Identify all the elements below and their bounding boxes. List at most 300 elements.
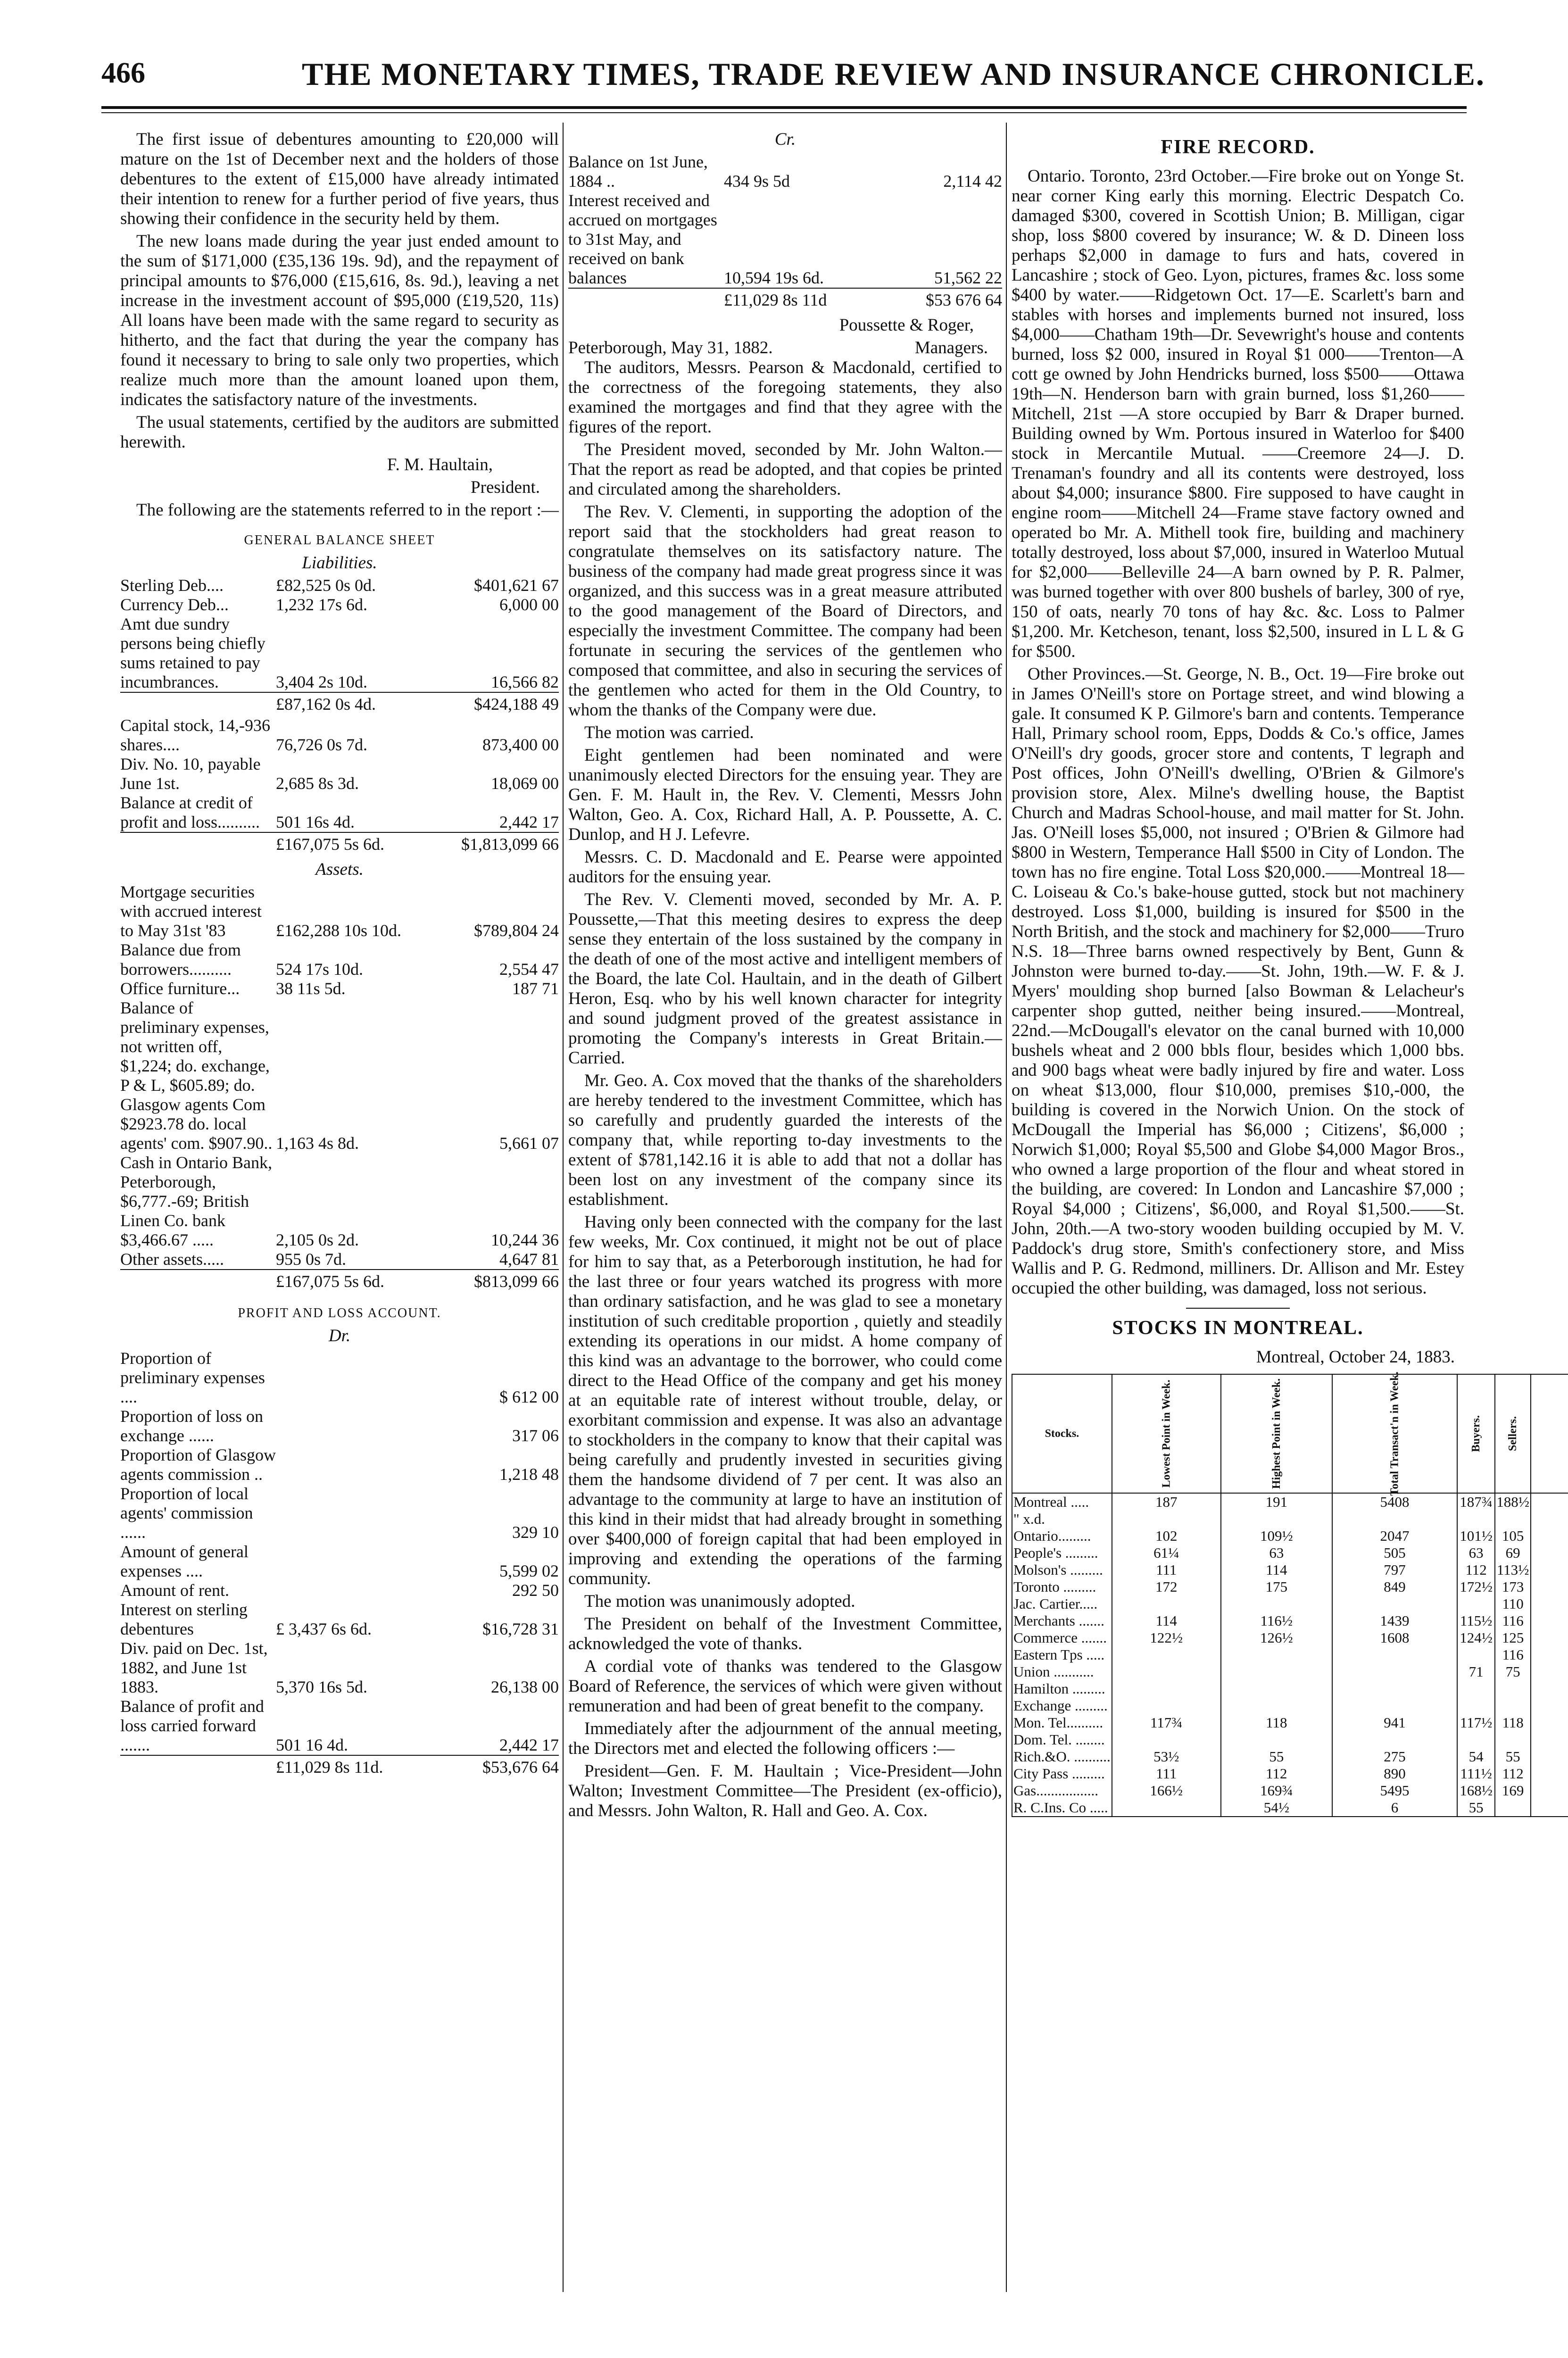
- ledger-row: [120, 979, 559, 998]
- ledger-dollars: 187 71: [512, 979, 559, 998]
- stocks-row: [1012, 1697, 1568, 1714]
- stock-value: [1531, 1748, 1568, 1765]
- stocks-column-header: [1457, 1374, 1495, 1493]
- stocks-row: [1012, 1595, 1568, 1612]
- ledger-label: [120, 832, 276, 856]
- stock-value: 1608: [1332, 1629, 1457, 1646]
- stock-value: [1531, 1765, 1568, 1782]
- stock-value: [1531, 1680, 1568, 1697]
- stock-value: 168½: [1457, 1782, 1495, 1799]
- ledger-label: Amt due sundry persons being chiefly sums retained to pay incumbrances.: [120, 614, 265, 691]
- stock-value: [1457, 1731, 1495, 1748]
- stock-value: 55: [1457, 1799, 1495, 1817]
- stock-value: [1531, 1511, 1568, 1528]
- stock-value: [1531, 1663, 1568, 1680]
- stock-value: [1112, 1663, 1221, 1680]
- ledger-row: [120, 692, 559, 716]
- ledger-dollars: 26,138 00: [491, 1677, 559, 1696]
- paragraph: Immediately after the adjournment of the annual meeting, the Directors met and elected the following officers :—: [568, 1719, 1002, 1758]
- page-header: [0, 0, 1568, 108]
- stock-value: 111½: [1457, 1765, 1495, 1782]
- stock-value: 116½: [1221, 1612, 1332, 1629]
- stock-value: [1221, 1511, 1332, 1528]
- stock-name: Ontario.........: [1012, 1528, 1112, 1544]
- stocks-row: [1012, 1629, 1568, 1646]
- credit-table: [568, 152, 1002, 312]
- ledger-sterling: £82,525 0s 0d.: [276, 576, 376, 595]
- ledger-sterling: 2,685 8s 3d.: [276, 774, 359, 793]
- fire-paragraph-other: Other Provinces.—St. George, N. B., Oct. 19—Fire broke out in James O'Neill's store on Portage street, and wind blowing a gale. It consumed K P. Gilmore's barn and contents. Temperance Hall, Primary school room, Epps, Dodds & Co.'s office, James O'Neill's dry goods, grocer store and contents, T legraph and Post offices, John O'Neill's dwelling, O'Brien & Gilmore's provision store, Alex. Milne's dwelling house, the Baptist Church and Madras School-house, and mail matter for St. John. Jas. O'Neill loses $5,000, not insured ; O'Brien & Gilmore had $800 in Western, Temperance Hall $500 in City of London. The town has no fire engine. Total Loss $20,000.——Montreal 18—C. Loiseau & Co.'s bake-house gutted, stock but not machinery destroyed. Loss $1,000, building is insured for $500 in the North British, and the stock and machinery for $2,000——Truro N.S. 18—Three barns owned respectively by Bent, Gunn & Johnston were burned to-day.——St. John, 19th.—W. F. & J. Myers' moulding shop burned [also Bowman & Lelacheur's carpenter shop gutted, neither being insured.——Montreal, 22nd.—McDougall's elevator on the canal burned with 10,000 bushels wheat and 2 000 bbls flour, besides which 1,000 bbs. and 900 bags wheat were badly injured by fire and water. Loss on wheat $13,000, flour $10,000, premises $10,-000, the building is covered in the Norwich Union. On the stock of McDougall the Imperial has $6,000 ; Citizens', $6,000 ; Norwich $1,000; Royal $5,500 and Globe $4,000 Magor Bros., who owned a large proportion of the flour and wheat stored in the building, are covered: In London and Lancashire $7,000 ; Royal $4,000 ; Citizens', $6,000, and Royal $1,500.——St. John, 20th.—A two-story wooden building occupied by M. V. Paddock's drug store, Smith's confectionery store, and Miss Wallis and P. G. Redmond, milliners. Dr. Allison and Mr. Estey occupied the other building, was damaged, loss not serious.: [1012, 664, 1464, 1298]
- paragraph: The President moved, seconded by Mr. John Walton.—That the report as read be adopted, and that copies be printed and circulated among the shareholders.: [568, 440, 1002, 499]
- ledger-sterling: 38 11s 5d.: [276, 979, 346, 998]
- stocks-row: [1012, 1561, 1568, 1578]
- ledger-label: Balance on 1st June, 1884 ..: [568, 152, 708, 191]
- stock-value: [1221, 1697, 1332, 1714]
- stock-name: " x.d.: [1012, 1511, 1112, 1528]
- stock-value: 55: [1221, 1748, 1332, 1765]
- stock-value: 115½: [1457, 1612, 1495, 1629]
- ledger-dollars: 292 50: [512, 1581, 559, 1600]
- ledger-label: Office furniture...: [120, 979, 240, 998]
- stock-value: 117¾: [1112, 1714, 1221, 1731]
- stock-value: 69: [1495, 1544, 1531, 1561]
- stock-value: [1457, 1646, 1495, 1663]
- stock-name: Jac. Cartier.....: [1012, 1595, 1112, 1612]
- stock-value: 54: [1457, 1748, 1495, 1765]
- stock-value: 61¼: [1112, 1544, 1221, 1561]
- ledger-label: Proportion of local agents' commission ......: [120, 1484, 253, 1542]
- stock-value: [1457, 1697, 1495, 1714]
- stocks-row: [1012, 1646, 1568, 1663]
- stock-value: 5408: [1332, 1493, 1457, 1511]
- ledger-row: [120, 576, 559, 595]
- stock-value: 54½: [1221, 1799, 1332, 1817]
- ledger-sterling: £167,075 5s 6d.: [276, 1270, 417, 1293]
- ledger-sterling: £162,288 10s 10d.: [276, 921, 402, 940]
- paragraph: The first issue of debentures amounting to £20,000 will mature on the 1st of December next and the holders of those debentures to the extent of £15,000 have already intimated their intention to renew for a further period of five years, thus showing their confidence in the security held by them.: [120, 130, 559, 228]
- stocks-column-header: [1531, 1374, 1568, 1493]
- stocks-header-label: Buyers.: [1470, 1415, 1483, 1452]
- stock-value: 505: [1332, 1544, 1457, 1561]
- paragraph: The new loans made during the year just ended amount to the sum of $171,000 (£35,136 19s. 9d), and the repayment of principal amounts to $76,000 (£15,616, 8s. 9d.), leaving a net increase in the investment account of $95,000 (£19,520, 11s) All loans have been made with the same regard to security as hitherto, and the fact that during the year the company has found it necessary to bring to sale only two properties, which realize much more than the amount loaned upon them, indicates the satisfactory nature of the investments.: [120, 232, 559, 409]
- ledger-label: Div. No. 10, payable June 1st.: [120, 755, 261, 793]
- stocks-row: [1012, 1612, 1568, 1629]
- section-divider: [1186, 1308, 1290, 1309]
- ledger-sterling: 2,105 0s 2d.: [276, 1230, 359, 1249]
- ledger-dollars: $424,188 49: [417, 692, 559, 716]
- stock-name: Mon. Tel..........: [1012, 1714, 1112, 1731]
- stock-value: 890: [1332, 1765, 1457, 1782]
- ledger-sterling: £11,029 8s 11d: [724, 288, 865, 312]
- journal-title: THE MONETARY TIMES, TRADE REVIEW AND INSURANCE CHRONICLE.: [302, 56, 1485, 92]
- paragraph: The Rev. V. Clementi, in supporting the adoption of the report said that the stockholders had great reason to congratulate themselves on its satisfactory nature. The business of the company had made great progress since it was organized, and this success was in a great measure attributed to the good management of the Board of Directors, and especially the investment Committee. The company had been fortunate in securing the services of the gentlemen who composed that committee, and also in securing the services of the gentlemen who acted for them in the Old Country, to whom the thanks of the Company were due.: [568, 502, 1002, 720]
- stock-value: [1332, 1595, 1457, 1612]
- ledger-row: [120, 716, 559, 755]
- ledger-label: Balance due from borrowers..........: [120, 940, 241, 979]
- ledger-row: [120, 1639, 559, 1697]
- header-rule-thick: [101, 106, 1467, 109]
- ledger-label: Interest on sterling debentures: [120, 1600, 248, 1638]
- ledger-sterling: 5,370 16s 5d.: [276, 1677, 368, 1696]
- stock-value: 55: [1495, 1748, 1531, 1765]
- stock-value: [1495, 1511, 1531, 1528]
- stock-value: 187: [1112, 1493, 1221, 1511]
- stock-name: Dom. Tel. ........: [1012, 1731, 1112, 1748]
- stock-value: 173: [1495, 1578, 1531, 1595]
- stock-value: 102: [1112, 1528, 1221, 1544]
- ledger-label: [568, 288, 724, 312]
- ledger-dollars: 5,599 02: [499, 1561, 559, 1580]
- fire-record-title: FIRE RECORD.: [1161, 136, 1315, 158]
- stock-value: 125: [1495, 1629, 1531, 1646]
- stock-value: [1332, 1646, 1457, 1663]
- stock-value: 71: [1457, 1663, 1495, 1680]
- place-date: Peterborough, May 31, 1882.: [568, 338, 773, 357]
- stocks-row: [1012, 1748, 1568, 1765]
- ledger-sterling: 10,594 19s 6d.: [724, 268, 824, 287]
- ledger-row: [120, 1697, 559, 1755]
- ledger-dollars: 51,562 22: [934, 268, 1002, 287]
- paragraph: The Rev. V. Clementi moved, seconded by Mr. A. P. Poussette,—That this meeting desires to express the deep sense they entertain of the loss sustained by the company in the death of one of the most active and intelligent members of the Board, the late Col. Haultain, and in the death of Gilbert Heron, Esq. who by his well known character for integrity and sound judgment proved of the greatest assistance in promoting the Company's interests in Great Britain.—Carried.: [568, 890, 1002, 1068]
- stock-name: Toronto .........: [1012, 1578, 1112, 1595]
- paragraph: The auditors, Messrs. Pearson & Macdonald, certified to the correctness of the foregoing statements, they also examined the mortgages and find that they agree with the figures of the report.: [568, 358, 1002, 437]
- stock-value: 941: [1332, 1714, 1457, 1731]
- ledger-label: Amount of general expenses ....: [120, 1542, 249, 1580]
- ledger-sterling: [276, 1349, 417, 1407]
- stocks-row: [1012, 1544, 1568, 1561]
- debit-table: [120, 1349, 559, 1779]
- stocks-row: [1012, 1680, 1568, 1697]
- ledger-dollars: $ 612 00: [499, 1387, 559, 1406]
- stocks-row: [1012, 1578, 1568, 1595]
- stocks-row: [1012, 1493, 1568, 1511]
- stock-value: [1531, 1697, 1568, 1714]
- fire-paragraph-ontario: Ontario. Toronto, 23rd October.—Fire broke out on Yonge St. near corner King early this morning. Electric Despatch Co. damaged $300, covered in Scottish Union; B. Milligan, cigar shop, loss $800 covered by insurance; W. & D. Dineen loss perhaps $2,000 in damage to furs and hats, covered in Lancashire ; stock of Geo. Lyon, pictures, frames &c. loss some $400 by water.——Ridgetown Oct. 17—E. Scarlett's barn and stables with horses and implements burned not insured, loss $4,000——Chatham 19th—Dr. Sevewright's house and contents burned, loss $2 000, insured in Royal $1 000——Trenton—A cott ge owned by John Hendricks burned, loss $500——Ottawa 19th—N. Henderson barn with grain burned, loss $1,260——Mitchell, 21st —A store occupied by Barr & Draper burned. Building owned by Wm. Portous insured in Waterloo for $400 stock in Mercantile Mutual. ——Creemore 24—J. D. Trenaman's foundry and all its contents were destroyed, loss about $4,000; insurance $800. Fire supposed to have caught in engine room——Mitchell 24—Frame stave factory owned and operated bo Mr. A. Mithell took fire, building and machinery totally destroyed, loss about $7,000, insured in Waterloo Mutual for $2,000——Belleville 24—A barn owned by P. R. Palmer, was burned together with over 800 bushels of barley, 300 of rye, 150 of oats, nearly 70 tons of hay &c. &c. Loss to Palmer $1,200. Mr. Ketcheson, tenant, loss $2,500, insured in L L & G for $500.: [1012, 166, 1464, 661]
- ledger-row: [120, 998, 559, 1153]
- stock-value: 6: [1332, 1799, 1457, 1817]
- paragraph: President—Gen. F. M. Haultain ; Vice-President—John Walton; Investment Committee—The President (ex-officio), and Messrs. John Walton, R. Hall and Geo. A. Cox.: [568, 1761, 1002, 1820]
- col2-text: [568, 358, 1002, 1821]
- dateline-row: [568, 338, 1002, 358]
- ledger-row: [120, 882, 559, 940]
- stock-value: 191: [1221, 1493, 1332, 1511]
- stock-value: 113½: [1495, 1561, 1531, 1578]
- stock-value: [1531, 1528, 1568, 1544]
- stocks-header-label: Sellers.: [1507, 1416, 1519, 1451]
- ledger-label: Cash in Ontario Bank, Peterborough, $6,777.-69; British Linen Co. bank $3,466.67 .....: [120, 1153, 272, 1249]
- ledger-row: [120, 1407, 559, 1445]
- ledger-label: Interest received and accrued on mortgages to 31st May, and received on bank balances: [568, 191, 717, 287]
- stock-value: [1221, 1595, 1332, 1612]
- paragraph: The following are the statements referred to in the report :—: [136, 500, 559, 520]
- stock-name: Merchants .......: [1012, 1612, 1112, 1629]
- stocks-header-label: Stocks.: [1045, 1428, 1079, 1440]
- ledger-row: [120, 1250, 559, 1270]
- stock-value: [1495, 1697, 1531, 1714]
- stock-value: [1495, 1799, 1531, 1817]
- stock-value: 187¾: [1457, 1493, 1495, 1511]
- stock-value: [1332, 1697, 1457, 1714]
- ledger-label: Proportion of Glasgow agents commission ..: [120, 1445, 276, 1484]
- ledger-row: [120, 1600, 559, 1639]
- ledger-dollars: 4,647 81: [499, 1250, 559, 1269]
- ledger-label: Div. paid on Dec. 1st, 1882, and June 1st 1883.: [120, 1639, 268, 1696]
- stock-value: 166½: [1112, 1782, 1221, 1799]
- ledger-dollars: 2,442 17: [499, 813, 559, 831]
- paragraph: Having only been connected with the company for the last few weeks, Mr. Cox continued, it might not be out of place for him to say that, as a Peterborough institution, he had for the last three or four years watched its progress with more than ordinary satisfaction, and he was glad to see a monetary institution of such creditable proportion , quietly and steadily extending its operations in our midst. A home company of this kind was an advantage to the borrower, who could come direct to the Head Office of the company and get his money at an equitable rate of interest without trouble, delay, or exorbitant commission and expense. It was also an advantage to stockholders in the company to know that their capital was being carefully and prudently invested in securities giving them the handsome dividend of 7 per cent. It was also an advantage to the community at large to have an institution of this kind in their midst that had already brought in something over $400,000 of foreign capital that had been employed in improving and extending the operations of the farming community.: [568, 1212, 1002, 1588]
- stock-value: [1531, 1646, 1568, 1663]
- ledger-sterling: [276, 1581, 417, 1600]
- stocks-header-label: Lowest Point in Week.: [1160, 1379, 1173, 1488]
- stock-value: [1221, 1731, 1332, 1748]
- ledger-sterling: 76,726 0s 7d.: [276, 735, 368, 754]
- liabilities-heading: Liabilities.: [302, 553, 377, 573]
- signer-name: F. M. Haultain,: [387, 455, 493, 474]
- stocks-row: [1012, 1765, 1568, 1782]
- stock-value: [1531, 1799, 1568, 1817]
- ledger-row: [568, 152, 1002, 191]
- ledger-sterling: [276, 1542, 417, 1581]
- paragraph: Mr. Geo. A. Cox moved that the thanks of the shareholders are hereby tendered to the investment Committee, which has so carefully and prudently guarded the interests of the company that, while reporting to-day investments to the extent of $781,142.16 it is able to add that not a dollar has been lost on any investment of the company since its establishment.: [568, 1071, 1002, 1209]
- page-number: 466: [101, 57, 145, 89]
- paragraph: The usual statements, certified by the auditors are submitted herewith.: [120, 413, 559, 452]
- ledger-sterling: £11,029 8s 11d.: [276, 1755, 417, 1779]
- stock-name: Commerce .......: [1012, 1629, 1112, 1646]
- stock-value: 126½: [1221, 1629, 1332, 1646]
- ledger-dollars: 2,442 17: [499, 1735, 559, 1754]
- stock-value: 175: [1221, 1578, 1332, 1595]
- paragraph: Eight gentlemen had been nominated and were unanimously elected Directors for the ensuing year. They are Gen. F. M. Hault in, the Rev. V. Clementi, Messrs John Walton, Geo. A. Cox, Richard Hall, A. P. Poussette, A. C. Dunlop, and H J. Lefevre.: [568, 746, 1002, 844]
- stock-name: Rich.&O. ..........: [1012, 1748, 1112, 1765]
- ledger-row: [120, 940, 559, 979]
- stock-value: 112: [1457, 1561, 1495, 1578]
- stock-value: [1531, 1782, 1568, 1799]
- ledger-row: [120, 1153, 559, 1250]
- column-divider-1: [563, 123, 564, 2292]
- stock-value: [1112, 1511, 1221, 1528]
- profit-loss-title: PROFIT AND LOSS ACCOUNT.: [238, 1306, 441, 1320]
- stock-value: 75: [1495, 1663, 1531, 1680]
- ledger-row: [120, 595, 559, 614]
- ledger-dollars: 5,661 07: [499, 1134, 559, 1153]
- ledger-dollars: $16,728 31: [482, 1619, 559, 1638]
- ledger-label: Proportion of loss on exchange ......: [120, 1407, 264, 1445]
- ledger-label: Capital stock, 14,-936 shares....: [120, 716, 270, 754]
- stocks-column-header: [1332, 1371, 1457, 1496]
- paragraph: Messrs. C. D. Macdonald and E. Pearse were appointed auditors for the ensuing year.: [568, 847, 1002, 887]
- stocks-column-header: [1112, 1374, 1221, 1493]
- stocks-row: [1012, 1731, 1568, 1748]
- ledger-label: Amount of rent.: [120, 1581, 229, 1600]
- ledger-sterling: 1,232 17s 6d.: [276, 595, 368, 614]
- paragraph: The President on behalf of the Investment Committee, acknowledged the vote of thanks.: [568, 1614, 1002, 1653]
- ledger-row: [120, 614, 559, 692]
- firm-name: Poussette & Roger,: [839, 316, 974, 335]
- stock-value: [1495, 1680, 1531, 1697]
- stock-name: People's .........: [1012, 1544, 1112, 1561]
- stocks-column-header: [1221, 1374, 1332, 1493]
- ledger-sterling: £ 3,437 6s 6d.: [276, 1619, 372, 1638]
- stock-value: 114: [1221, 1561, 1332, 1578]
- stock-value: 63: [1457, 1544, 1495, 1561]
- stock-value: 118: [1495, 1714, 1531, 1731]
- stock-value: 797: [1332, 1561, 1457, 1578]
- stock-value: [1112, 1680, 1221, 1697]
- column-2: [568, 130, 1002, 1824]
- ledger-dollars: 329 10: [512, 1523, 559, 1542]
- ledger-label: Proportion of preliminary expenses ....: [120, 1349, 265, 1406]
- paragraph: The motion was carried.: [584, 723, 754, 742]
- stock-value: [1332, 1663, 1457, 1680]
- ledger-dollars: 6,000 00: [499, 595, 559, 614]
- stock-value: 112: [1221, 1765, 1332, 1782]
- stock-value: 172½: [1457, 1578, 1495, 1595]
- managers-title: Managers.: [914, 338, 988, 357]
- stock-value: [1112, 1799, 1221, 1817]
- ledger-dollars: 1,218 48: [499, 1465, 559, 1484]
- stock-value: [1531, 1595, 1568, 1612]
- stock-value: [1332, 1731, 1457, 1748]
- ledger-sterling: [276, 1445, 417, 1484]
- ledger-sterling: 955 0s 7d.: [276, 1250, 347, 1269]
- ledger-dollars: $53,676 64: [417, 1755, 559, 1779]
- stock-value: 117½: [1457, 1714, 1495, 1731]
- stock-value: 275: [1332, 1748, 1457, 1765]
- stock-value: [1457, 1680, 1495, 1697]
- stock-value: [1332, 1511, 1457, 1528]
- stock-value: 111: [1112, 1561, 1221, 1578]
- ledger-dollars: 317 06: [512, 1426, 559, 1445]
- stock-value: 53½: [1112, 1748, 1221, 1765]
- stock-value: 172: [1112, 1578, 1221, 1595]
- ledger-dollars: 2,554 47: [499, 960, 559, 979]
- stock-value: 116: [1495, 1612, 1531, 1629]
- stock-value: [1495, 1731, 1531, 1748]
- ledger-sterling: [276, 1407, 417, 1445]
- ledger-row: [120, 755, 559, 793]
- column-1: [120, 130, 559, 1779]
- ledger-row: [120, 1542, 559, 1581]
- stock-name: Eastern Tps .....: [1012, 1646, 1112, 1663]
- stock-value: 1439: [1332, 1612, 1457, 1629]
- stock-value: 124½: [1457, 1629, 1495, 1646]
- credit-heading: Cr.: [774, 130, 796, 149]
- stock-value: [1531, 1629, 1568, 1646]
- stock-name: Union ...........: [1012, 1663, 1112, 1680]
- stocks-title: STOCKS IN MONTREAL.: [1112, 1317, 1364, 1339]
- stock-value: [1531, 1731, 1568, 1748]
- stocks-row: [1012, 1663, 1568, 1680]
- ledger-sterling: 501 16 4d.: [276, 1735, 348, 1754]
- stock-value: 122½: [1112, 1629, 1221, 1646]
- stock-value: [1332, 1680, 1457, 1697]
- stock-value: [1457, 1511, 1495, 1528]
- ledger-row: [120, 1581, 559, 1600]
- paragraph: A cordial vote of thanks was tendered to the Glasgow Board of Reference, the services of which were given without remuneration and had been of great benefit to the company.: [568, 1657, 1002, 1716]
- stock-name: Hamilton .........: [1012, 1680, 1112, 1697]
- ledger-row: [120, 1270, 559, 1293]
- stock-value: 169: [1495, 1782, 1531, 1799]
- stocks-column-header: [1495, 1374, 1531, 1493]
- stocks-row: [1012, 1782, 1568, 1799]
- ledger-label: [120, 1755, 276, 1779]
- ledger-label: Balance at credit of profit and loss..........: [120, 793, 260, 831]
- ledger-row: [568, 288, 1002, 312]
- ledger-row: [120, 1484, 559, 1542]
- stock-value: 118: [1221, 1714, 1332, 1731]
- debit-heading: Dr.: [328, 1326, 351, 1345]
- ledger-sterling: [276, 1484, 417, 1542]
- stock-value: [1221, 1680, 1332, 1697]
- ledger-row: [120, 1349, 559, 1407]
- stock-value: [1531, 1493, 1568, 1511]
- ledger-label: [120, 692, 276, 716]
- stock-name: Gas.................: [1012, 1782, 1112, 1799]
- stock-name: Molson's .........: [1012, 1561, 1112, 1578]
- ledger-row: [120, 832, 559, 856]
- ledger-sterling: 3,404 2s 10d.: [276, 673, 368, 691]
- ledger-dollars: 873,400 00: [482, 735, 559, 754]
- ledger-label: Balance of preliminary expenses, not written off, $1,224; do. exchange, P & L, $605.89; do. Glasgow agents Com $2923.78 do. local agents' com. $907.90..: [120, 998, 273, 1153]
- ledger-sterling: 434 9s 5d: [724, 172, 790, 191]
- column-divider-2: [1006, 123, 1007, 2292]
- ledger-dollars: $401,621 67: [474, 576, 559, 595]
- stock-value: [1112, 1595, 1221, 1612]
- ledger-label: Currency Deb...: [120, 595, 229, 614]
- balance-sheet-title: GENERAL BALANCE SHEET: [244, 533, 435, 548]
- stock-value: [1221, 1663, 1332, 1680]
- stock-value: [1531, 1612, 1568, 1629]
- assets-table: [120, 882, 559, 1293]
- stock-name: Exchange .........: [1012, 1697, 1112, 1714]
- stock-value: [1112, 1697, 1221, 1714]
- ledger-dollars: $789,804 24: [474, 921, 559, 940]
- stocks-table: [1012, 1371, 1568, 1817]
- ledger-label: Sterling Deb....: [120, 576, 224, 595]
- ledger-dollars: 16,566 82: [491, 673, 559, 691]
- stock-value: 5495: [1332, 1782, 1457, 1799]
- stock-value: 188½: [1495, 1493, 1531, 1511]
- stock-value: 114: [1112, 1612, 1221, 1629]
- ledger-dollars: $53 676 64: [865, 288, 1002, 312]
- ledger-sterling: 524 17s 10d.: [276, 960, 364, 979]
- ledger-label: Balance of profit and loss carried forward .......: [120, 1697, 264, 1754]
- stocks-column-header: [1012, 1374, 1112, 1493]
- stock-value: [1531, 1714, 1568, 1731]
- stock-name: City Pass .........: [1012, 1765, 1112, 1782]
- stock-value: 105: [1495, 1528, 1531, 1544]
- ledger-sterling: £167,075 5s 6d.: [276, 832, 417, 856]
- stocks-header-label: Total Transact'n in Week.: [1388, 1371, 1401, 1496]
- stock-value: [1112, 1646, 1221, 1663]
- stocks-row: [1012, 1714, 1568, 1731]
- stocks-row: [1012, 1799, 1568, 1817]
- stock-value: 169¾: [1221, 1782, 1332, 1799]
- stocks-dateline: Montreal, October 24, 1883.: [1256, 1347, 1455, 1367]
- ledger-row: [120, 793, 559, 832]
- stock-value: [1112, 1731, 1221, 1748]
- ledger-dollars: 10,244 36: [491, 1230, 559, 1249]
- stocks-row: [1012, 1511, 1568, 1528]
- stock-value: 2047: [1332, 1528, 1457, 1544]
- ledger-row: [120, 1755, 559, 1779]
- assets-heading: Assets.: [315, 860, 364, 879]
- stocks-row: [1012, 1528, 1568, 1544]
- column-3: [1012, 130, 1529, 1817]
- stock-value: [1531, 1578, 1568, 1595]
- ledger-dollars: $1,813,099 66: [417, 832, 559, 856]
- stock-name: R. C.Ins. Co .....: [1012, 1799, 1112, 1817]
